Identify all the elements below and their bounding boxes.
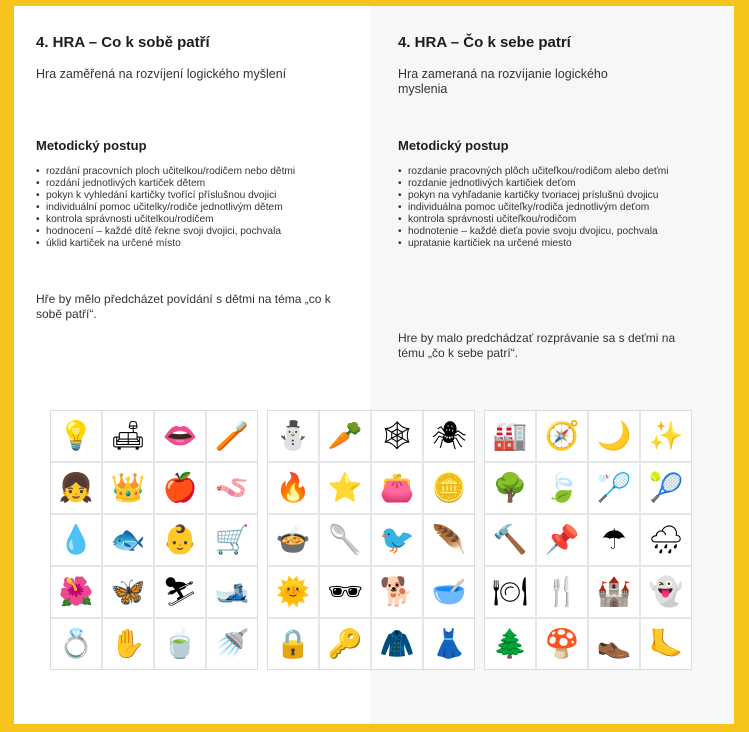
hammer-icon: 🔨	[492, 524, 528, 555]
feather-icon: 🪶	[431, 524, 467, 555]
tea-bag-icon: 🍵	[162, 628, 198, 659]
toothbrush-icon: 🪥	[214, 420, 250, 451]
mushroom-icon: 🍄	[544, 628, 580, 659]
campfire-icon: 🔥	[275, 472, 311, 503]
stars-icon: ✨	[648, 420, 684, 451]
picture-card	[103, 515, 153, 565]
dog-bowl-icon: 🥣	[431, 576, 467, 607]
picture-card	[485, 619, 535, 669]
picture-card	[320, 515, 370, 565]
dress-icon: 👗	[431, 628, 467, 659]
apple-icon: 🍎	[162, 472, 198, 503]
picture-card	[372, 411, 422, 461]
hanger-icon: 🧥	[379, 628, 415, 659]
slovak-steps-list	[398, 166, 698, 250]
factory-icon: 🏭	[492, 420, 528, 451]
picture-card	[155, 567, 205, 617]
puddle-icon: 💧	[58, 524, 94, 555]
picture-card	[51, 463, 101, 513]
picture-card	[51, 619, 101, 669]
slovak-step: • rozdanie jednotlivých kartičiek deťom	[398, 178, 698, 190]
picture-card	[424, 515, 474, 565]
picture-card	[103, 567, 153, 617]
slovak-step: • upratanie kartičiek na určené miesto	[398, 238, 698, 250]
czech-step: • pokyn k vyhledání kartičky tvořící příslušnou dvojici	[36, 190, 336, 202]
racket-icon: 🎾	[648, 472, 684, 503]
sunglasses-icon: 🕶	[327, 576, 363, 607]
spider-icon: 🕷	[431, 420, 467, 451]
picture-card	[641, 515, 691, 565]
rain-cloud-icon: 🌧	[648, 524, 684, 555]
carrot-icon: 🥕	[327, 420, 363, 451]
plate-icon: 🍽	[492, 576, 528, 607]
picture-card	[372, 567, 422, 617]
picture-card	[51, 411, 101, 461]
nail-icon: 📌	[544, 524, 580, 555]
czech-steps-list	[36, 166, 336, 250]
picture-card	[320, 619, 370, 669]
leaf-icon: 🍃	[544, 472, 580, 503]
czech-step: • úklid kartiček na určené místo	[36, 238, 336, 250]
picture-card-grid-3	[484, 410, 692, 670]
ring-icon: 💍	[58, 628, 94, 659]
slovak-step: • kontrola správnosti učiteľkou/rodičom	[398, 214, 698, 226]
spider-web-icon: 🕸	[379, 420, 415, 451]
picture-card	[372, 463, 422, 513]
compass-icon: 🧭	[544, 420, 580, 451]
picture-card	[207, 567, 257, 617]
foot-icon: 🦶	[648, 628, 684, 659]
light-bulb-icon: 💡	[58, 420, 94, 451]
picture-card	[589, 619, 639, 669]
picture-card	[207, 411, 257, 461]
slovak-step: • rozdanie pracovných plôch učiteľkou/rodičom alebo deťmi	[398, 166, 698, 178]
picture-card	[589, 463, 639, 513]
picture-card	[268, 619, 318, 669]
picture-card	[155, 463, 205, 513]
skis-icon: 🎿	[214, 576, 250, 607]
ski-poles-icon: ⛷	[162, 576, 198, 607]
picture-card	[103, 619, 153, 669]
picture-card-grid-1	[50, 410, 258, 670]
picture-card	[155, 515, 205, 565]
picture-card	[641, 567, 691, 617]
picture-card	[589, 567, 639, 617]
picture-card	[485, 463, 535, 513]
picture-card	[51, 515, 101, 565]
picture-card-grid-2	[267, 410, 475, 670]
worksheet-page	[14, 6, 734, 724]
tree-icon: 🌳	[492, 472, 528, 503]
czech-subtitle: Hra zaměřená na rozvíjení logického myšlení	[36, 67, 287, 81]
czech-title: 4. HRA – Co k sobě patří	[36, 34, 210, 51]
coins-icon: 🪙	[431, 472, 467, 503]
picture-card	[537, 463, 587, 513]
picture-card	[589, 411, 639, 461]
shoe-icon: 👞	[596, 628, 632, 659]
picture-card	[372, 515, 422, 565]
picture-card	[268, 515, 318, 565]
czech-step: • kontrola správnosti učitelkou/rodičem	[36, 214, 336, 226]
picture-card	[320, 567, 370, 617]
picture-card	[424, 411, 474, 461]
picture-card	[372, 619, 422, 669]
picture-card	[641, 411, 691, 461]
picture-card	[207, 619, 257, 669]
bird-icon: 🐦	[379, 524, 415, 555]
starfish-icon: ⭐	[327, 472, 363, 503]
desk-lamp-icon: 🛋	[110, 420, 146, 451]
slovak-step: • pokyn na vyhľadanie kartičky tvoriacej príslušnú dvojicu	[398, 190, 698, 202]
picture-card	[268, 463, 318, 513]
czech-step: • rozdání pracovních ploch učitelkou/rodičem nebo dětmi	[36, 166, 336, 178]
sun-icon: 🌞	[275, 576, 311, 607]
slovak-closing-note: Hre by malo predchádzať rozprávanie sa s deťmi na tému „čo k sebe patrí“.	[398, 331, 676, 360]
padlock-icon: 🔒	[275, 628, 311, 659]
picture-card	[641, 463, 691, 513]
picture-card	[155, 619, 205, 669]
baby-icon: 👶	[162, 524, 198, 555]
picture-card	[537, 411, 587, 461]
moon-icon: 🌙	[596, 420, 632, 451]
shuttlecock-icon: 🏸	[596, 472, 632, 503]
picture-card	[51, 567, 101, 617]
czech-step: • rozdání jednotlivých kartiček dětem	[36, 178, 336, 190]
cutlery-icon: 🍴	[544, 576, 580, 607]
czech-step: • hodnocení – každé dítě řekne svoji dvojici, pochvala	[36, 226, 336, 238]
picture-card	[537, 567, 587, 617]
umbrella-icon: ☂	[601, 524, 627, 555]
slovak-subtitle: Hra zameraná na rozvíjanie logického myslenia	[398, 67, 608, 96]
castle-icon: 🏰	[596, 576, 632, 607]
hand-icon: ✋	[110, 628, 146, 659]
fish-icon: 🐟	[110, 524, 146, 555]
slovak-step: • individuálna pomoc učiteľky/rodiča jednotlivým deťom	[398, 202, 698, 214]
picture-card	[424, 619, 474, 669]
picture-card	[641, 619, 691, 669]
flower-icon: 🌺	[58, 576, 94, 607]
butterfly-icon: 🦋	[110, 576, 146, 607]
picture-card	[424, 567, 474, 617]
picture-card	[485, 411, 535, 461]
picture-card	[424, 463, 474, 513]
slovak-title: 4. HRA – Čo k sebe patrí	[398, 34, 571, 51]
key-icon: 🔑	[327, 628, 363, 659]
picture-card	[268, 411, 318, 461]
wallet-icon: 👛	[379, 472, 415, 503]
picture-card	[103, 411, 153, 461]
czech-closing-note: Hře by mělo předcházet povídání s dětmi na téma „co k sobě patří“.	[36, 292, 331, 321]
picture-card	[537, 619, 587, 669]
picture-card	[155, 411, 205, 461]
picture-card	[320, 463, 370, 513]
mouth-icon: 👄	[162, 420, 198, 451]
picture-card	[320, 411, 370, 461]
slovak-step: • hodnotenie – každé dieťa povie svoju dvojicu, pochvala	[398, 226, 698, 238]
picture-card	[485, 567, 535, 617]
ghost-icon: 👻	[648, 576, 684, 607]
worm-icon: 🪱	[214, 472, 250, 503]
ladle-icon: 🥄	[327, 524, 363, 555]
picture-card	[485, 515, 535, 565]
czech-step: • individuální pomoc učitelky/rodiče jednotlivým dětem	[36, 202, 336, 214]
picture-card	[268, 567, 318, 617]
slovak-method-heading: Metodický postup	[398, 138, 509, 153]
pot-icon: 🍲	[275, 524, 311, 555]
forest-icon: 🌲	[492, 628, 528, 659]
girl-icon: 👧	[58, 472, 94, 503]
pram-icon: 🛒	[214, 524, 250, 555]
picture-card	[589, 515, 639, 565]
czech-method-heading: Metodický postup	[36, 138, 147, 153]
dog-icon: 🐕	[379, 576, 415, 607]
picture-card	[207, 463, 257, 513]
crown-icon: 👑	[110, 472, 146, 503]
watering-can-icon: 🚿	[214, 628, 250, 659]
picture-card	[537, 515, 587, 565]
picture-card	[103, 463, 153, 513]
picture-card	[207, 515, 257, 565]
snowman-icon: ⛄	[275, 420, 311, 451]
